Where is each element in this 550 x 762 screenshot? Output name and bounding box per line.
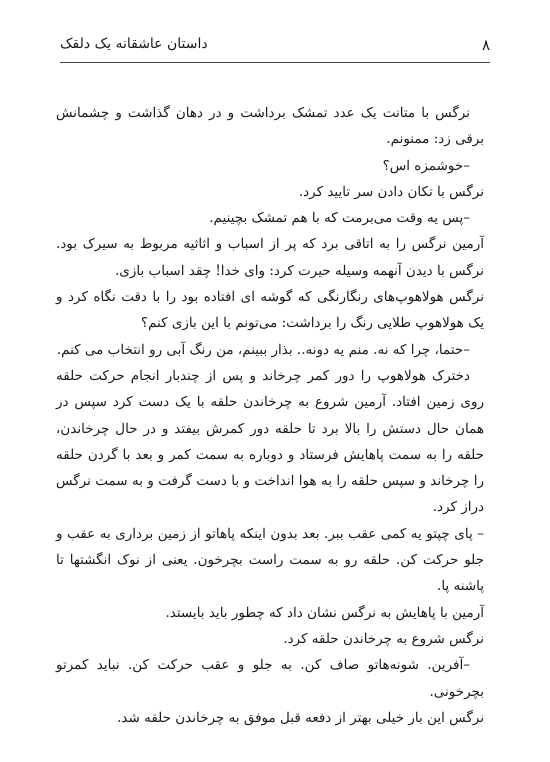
paragraph: نرگس هولاهوپ‌های رنگارنگی که گوشه ای افتاده بود را با دقت نگاه کرد و یک هولاهوپ طلایی رنگ را برداشت: می‌تونم با این بازی کنم؟	[56, 289, 484, 332]
body-text	[56, 100, 484, 731]
paragraph: دخترک هولاهوپ را دور کمر چرخاند و پس از چندبار انجام حرکت حلقه روی زمین افتاد. آرمین شروع به چرخاندن حلقه با یک دست کرد سپس در همان حال دستش را بالا برد تا حلقه دور کمرش بیفتد و در حال چرخاندن، حلقه را به سمت پاهایش فرستاد و دوباره به سمت کمر و بعد با گردن حلقه را چرخاند و سپس حلقه را به هوا انداخت و با دست گرفت و به سمت نرگس دراز کرد.	[56, 367, 484, 516]
paragraph: نرگس شروع به چرخاندن حلقه کرد.	[283, 630, 484, 647]
page-header	[60, 36, 490, 60]
paragraph: –آفرین. شونه‌هاتو صاف کن. به جلو و عقب حرکت کن. نباید کمرتو بچرخونی.	[56, 657, 484, 700]
paragraph: – پای چپتو یه کمی عقب ببر. بعد بدون اینکه پاهاتو از زمین برداری به عقب و جلو حرکت کن. حلقه رو به سمت راست بچرخون. یعنی از نوک انگشتها تا پاشنه پا.	[56, 525, 484, 595]
page-number: ۸	[481, 36, 490, 54]
running-title: داستان عاشقانه یک دلقک	[60, 36, 208, 52]
paragraph: –پس یه وقت می‌برمت که با هم تمشک بچینیم.	[209, 210, 470, 227]
paragraph: نرگس با متانت یک عدد تمشک برداشت و در دهان گذاشت و چشمانش برقی زد: ممنونم.	[56, 105, 484, 148]
paragraph: آرمین نرگس را به اتاقی برد که پر از اسباب و اثاثیه مربوط به سیرک بود. نرگس با دیدن آنهمه وسیله حیرت کرد: وای خدا! چقد اسباب بازی.	[56, 236, 484, 279]
paragraph: –خوشمزه اس؟	[382, 157, 470, 174]
paragraph: آرمین با پاهایش به نرگس نشان داد که چطور باید بایستد.	[165, 604, 484, 621]
paragraph: نرگس با تکان دادن سر تایید کرد.	[298, 183, 484, 200]
paragraph: نرگس این بار خیلی بهتر از دفعه قبل موفق به چرخاندن حلقه شد.	[117, 709, 484, 726]
header-rule	[60, 62, 490, 63]
paragraph: –حتما، چرا که نه. منم یه دونه.. بذار ببینم، من رنگ آبی رو انتخاب می کنم.	[56, 341, 470, 358]
